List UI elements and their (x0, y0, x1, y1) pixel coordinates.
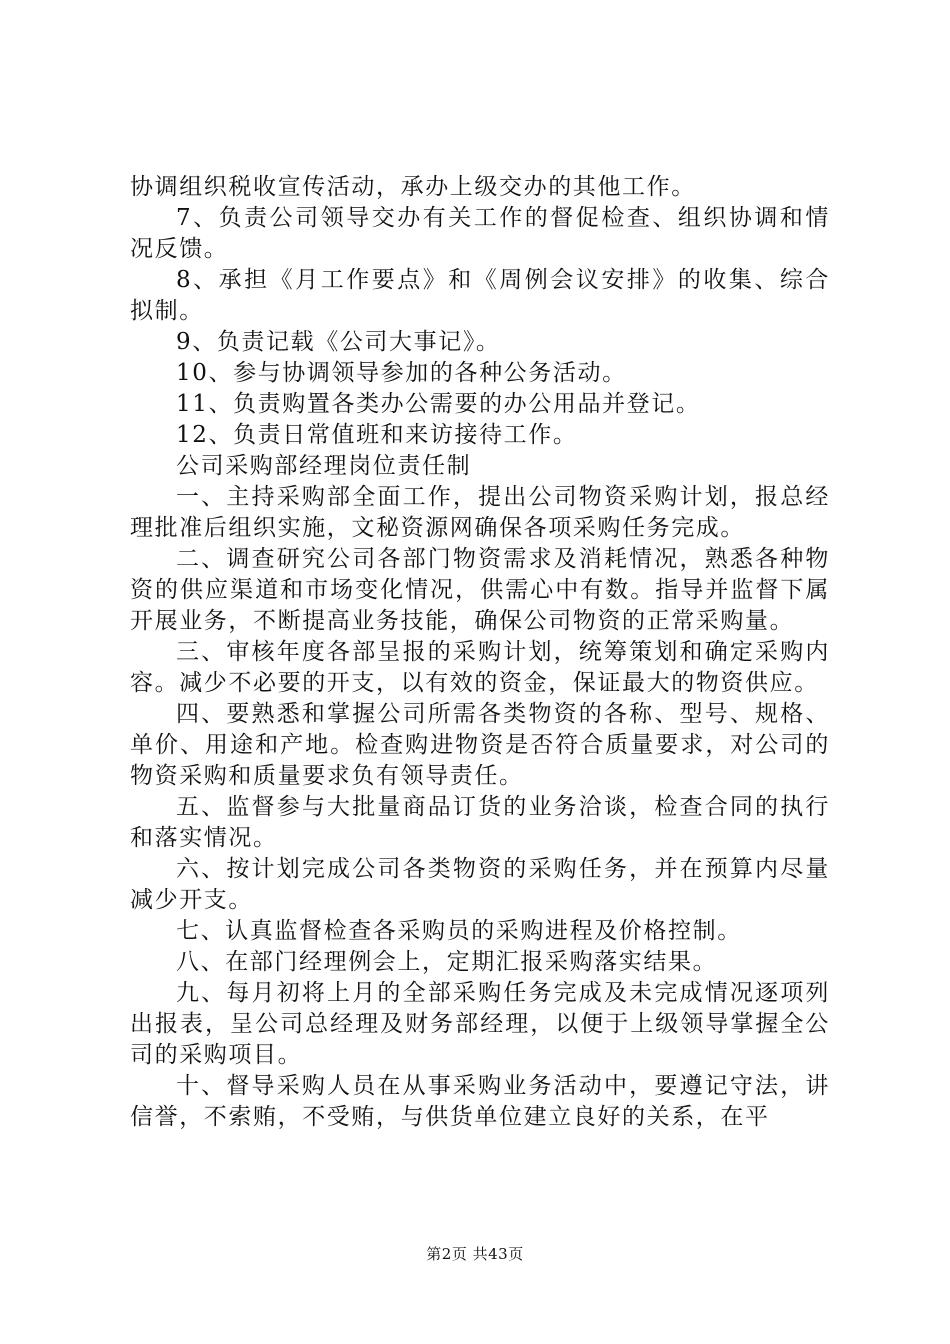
paragraph: 一、主持采购部全面工作，提出公司物资采购计划，报总经理批准后组织实施，文秘资源网确保各项采购任务完成。 (130, 484, 830, 541)
paragraph: 五、监督参与大批量商品订货的业务洽谈，检查合同的执行和落实情况。 (130, 794, 830, 851)
paragraph: 八、在部门经理例会上，定期汇报采购落实结果。 (176, 949, 718, 975)
page-footer (0, 1243, 950, 1264)
paragraph: 9、负责记载《公司大事记》。 (176, 329, 501, 355)
page-number-label: 第2页 共43页 (426, 1245, 524, 1263)
paragraph: 7、负责公司领导交办有关工作的督促检查、组织协调和情况反馈。 (130, 205, 830, 262)
paragraph: 九、每月初将上月的全部采购任务完成及未完成情况逐项列出报表，呈公司总经理及财务部经理，以便于上级领导掌握全公司的采购项目。 (130, 980, 830, 1068)
paragraph: 10、参与协调领导参加的各种公务活动。 (176, 360, 627, 386)
section-heading: 公司采购部经理岗位责任制 (176, 453, 472, 479)
paragraph: 四、要熟悉和掌握公司所需各类物资的各称、型号、规格、单价、用途和产地。检查购进物资是否符合质量要求，对公司的物资采购和质量要求负有领导责任。 (130, 701, 830, 789)
paragraph: 协调组织税收宣传活动，承办上级交办的其他工作。 (130, 174, 696, 200)
paragraph: 十、督导采购人员在从事采购业务活动中，要遵记守法，讲信誉，不索贿，不受贿，与供货单位建立良好的关系，在平 (130, 1073, 830, 1130)
paragraph: 8、承担《月工作要点》和《周例会议安排》的收集、综合拟制。 (130, 267, 830, 324)
paragraph: 六、按计划完成公司各类物资的采购任务，并在预算内尽量减少开支。 (130, 856, 830, 913)
paragraph: 11、负责购置各类办公需要的办公用品并登记。 (176, 391, 701, 417)
paragraph: 12、负责日常值班和来访接待工作。 (176, 422, 578, 448)
paragraph: 七、认真监督检查各采购员的采购进程及价格控制。 (176, 918, 742, 944)
document-body (130, 172, 830, 1133)
paragraph: 二、调查研究公司各部门物资需求及消耗情况，熟悉各种物资的供应渠道和市场变化情况，供需心中有数。指导并监督下属开展业务，不断提高业务技能，确保公司物资的正常采购量。 (130, 546, 830, 634)
paragraph: 三、审核年度各部呈报的采购计划，统筹策划和确定采购内容。减少不必要的开支，以有效的资金，保证最大的物资供应。 (130, 639, 830, 696)
